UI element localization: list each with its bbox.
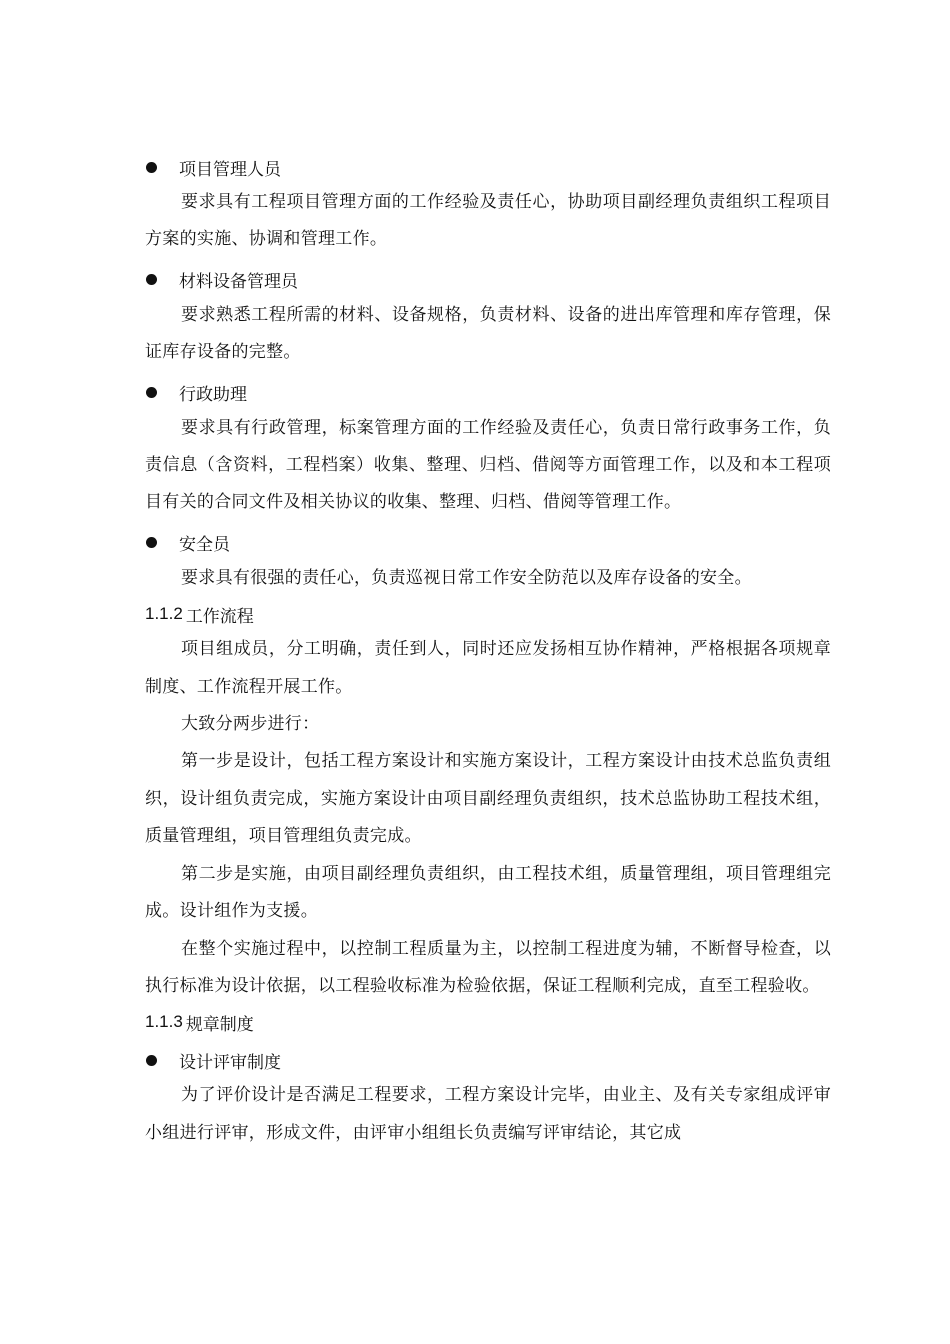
bullet-dot-icon [146,274,157,285]
section-heading [145,1005,831,1039]
bullet-heading-text: 设计评审制度 [179,1052,281,1073]
bullet-dot-icon [146,1055,157,1066]
paragraph: 为了评价设计是否满足工程要求，工程方案设计完毕，由业主、及有关专家组成评审小组进行评审，形成文件，由评审小组组长负责编写评审结论，其它成 [145,1085,831,1143]
section-title: 规章制度 [185,1014,254,1035]
paragraph: 项目组成员，分工明确，责任到人，同时还应发扬相互协作精神，严格根据各项规章制度、工作流程开展工作。 [145,639,831,697]
bullet-heading [145,150,831,184]
paragraph: 要求熟悉工程所需的材料、设备规格，负责材料、设备的进出库管理和库存管理，保证库存设备的完整。 [145,304,831,363]
bullet-heading [145,376,831,410]
paragraph: 要求具有行政管理，标案管理方面的工作经验及责任心，负责日常行政事务工作，负责信息（含资料，工程档案）收集、整理、归档、借阅等方面管理工作，以及和本工程项目有关的合同文件及相关协议的收集、整理、归档、借阅等管理工作。 [145,417,831,513]
paragraph: 大致分两步进行： [181,714,320,735]
section-heading [145,597,831,631]
paragraph: 要求具有工程项目管理方面的工作经验及责任心，协助项目副经理负责组织工程项目方案的实施、协调和管理工作。 [145,192,831,250]
paragraph: 在整个实施过程中，以控制工程质量为主，以控制工程进度为辅，不断督导检查，以执行标准为设计依据，以工程验收标准为检验依据，保证工程顺利完成，直至工程验收。 [145,938,831,996]
bullet-heading [145,263,831,297]
paragraph: 第二步是实施，由项目副经理负责组织，由工程技术组，质量管理组，项目管理组完成。设计组作为支援。 [145,863,831,922]
bullet-heading [145,526,831,560]
bullet-dot-icon [146,537,157,548]
bullet-heading-text: 安全员 [179,535,230,556]
paragraph: 第一步是设计，包括工程方案设计和实施方案设计，工程方案设计由技术总监负责组织，设计组负责完成，实施方案设计由项目副经理负责组织，技术总监协助工程技术组，质量管理组，项目管理组负责完成。 [145,751,831,847]
paragraph: 要求具有很强的责任心，负责巡视日常工作安全防范以及库存设备的安全。 [181,567,752,588]
document-body [145,150,831,1152]
bullet-dot-icon [146,387,157,398]
bullet-heading-text: 材料设备管理员 [179,272,298,293]
bullet-heading-text: 项目管理人员 [179,159,281,180]
bullet-heading [145,1043,831,1077]
section-title: 工作流程 [185,606,254,627]
bullet-heading-text: 行政助理 [179,385,247,406]
bullet-dot-icon [146,162,157,173]
section-number: 1.1.2 [145,604,183,624]
section-number: 1.1.3 [145,1012,183,1032]
